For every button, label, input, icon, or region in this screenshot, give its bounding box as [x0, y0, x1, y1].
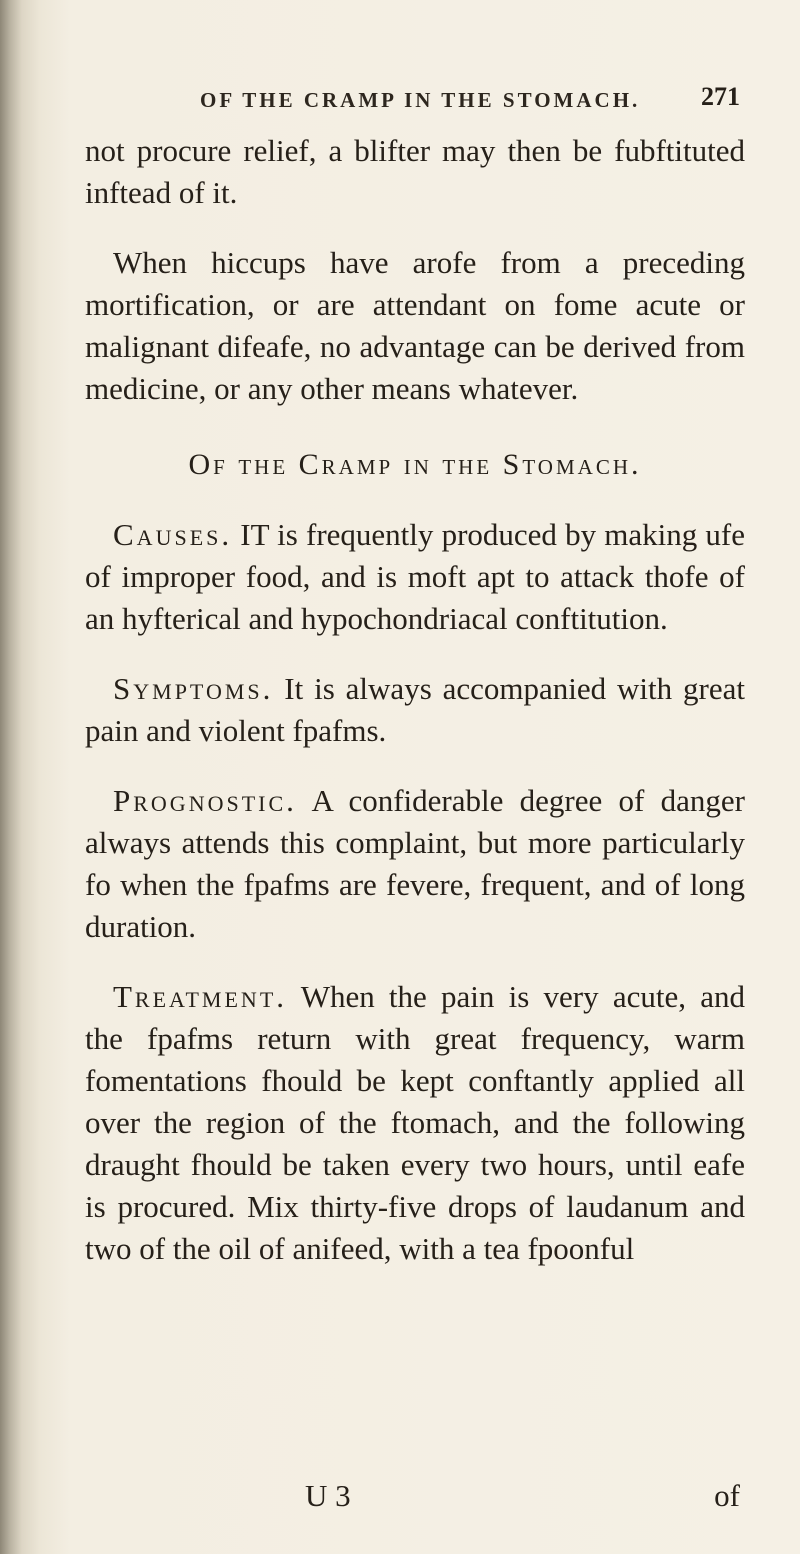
running-head — [85, 82, 740, 128]
catchline — [85, 1478, 740, 1518]
causes-text: IT is frequently produced by making ufe of improper food, and is moft apt to attack thofe of an hyfterical and hypochondriacal conftitution. — [85, 517, 745, 636]
symptoms-label: Symptoms. — [113, 671, 274, 706]
hiccups-paragraph: When hiccups have arofe from a preceding mortification, or are attendant on fome acute or malignant difeafe, no advantage can be derived from medicine, or any other means whatever. — [85, 245, 745, 406]
symptoms-paragraph — [85, 668, 745, 752]
causes-label: Causes. — [113, 517, 233, 552]
treatment-paragraph — [85, 976, 745, 1270]
continuation-paragraph: not procure relief, a blifter may then be fubftituted inftead of it. — [85, 133, 745, 210]
page-number: 271 — [701, 82, 740, 111]
running-title: OF THE CRAMP IN THE STOMACH. — [200, 88, 641, 112]
causes-paragraph — [85, 514, 745, 640]
prognostic-paragraph — [85, 780, 745, 948]
body-text — [85, 130, 745, 1270]
section-title: Of the Cramp in the Stomach. — [188, 448, 642, 481]
prognostic-text: A confiderable degree of danger always attends this complaint, but more particularly fo when the fpafms are fevere, frequent, and of long duration. — [85, 783, 745, 944]
signature-mark: U 3 — [305, 1478, 351, 1513]
treatment-label: Treatment. — [113, 979, 288, 1014]
prognostic-label: Prognostic. — [113, 783, 297, 818]
catchword: of — [714, 1478, 740, 1513]
treatment-text: When the pain is very acute, and the fpafms return with great frequency, warm fomentations fhould be kept conftantly applied all over the region of the ftomach, and the following draught fhould be taken every two hours, until eafe is procured. Mix thirty-five drops of laudanum and two of the oil of anifeed, with a tea fpoonful — [85, 979, 745, 1266]
symptoms-text: It is always accompanied with great pain and violent fpafms. — [85, 671, 745, 748]
